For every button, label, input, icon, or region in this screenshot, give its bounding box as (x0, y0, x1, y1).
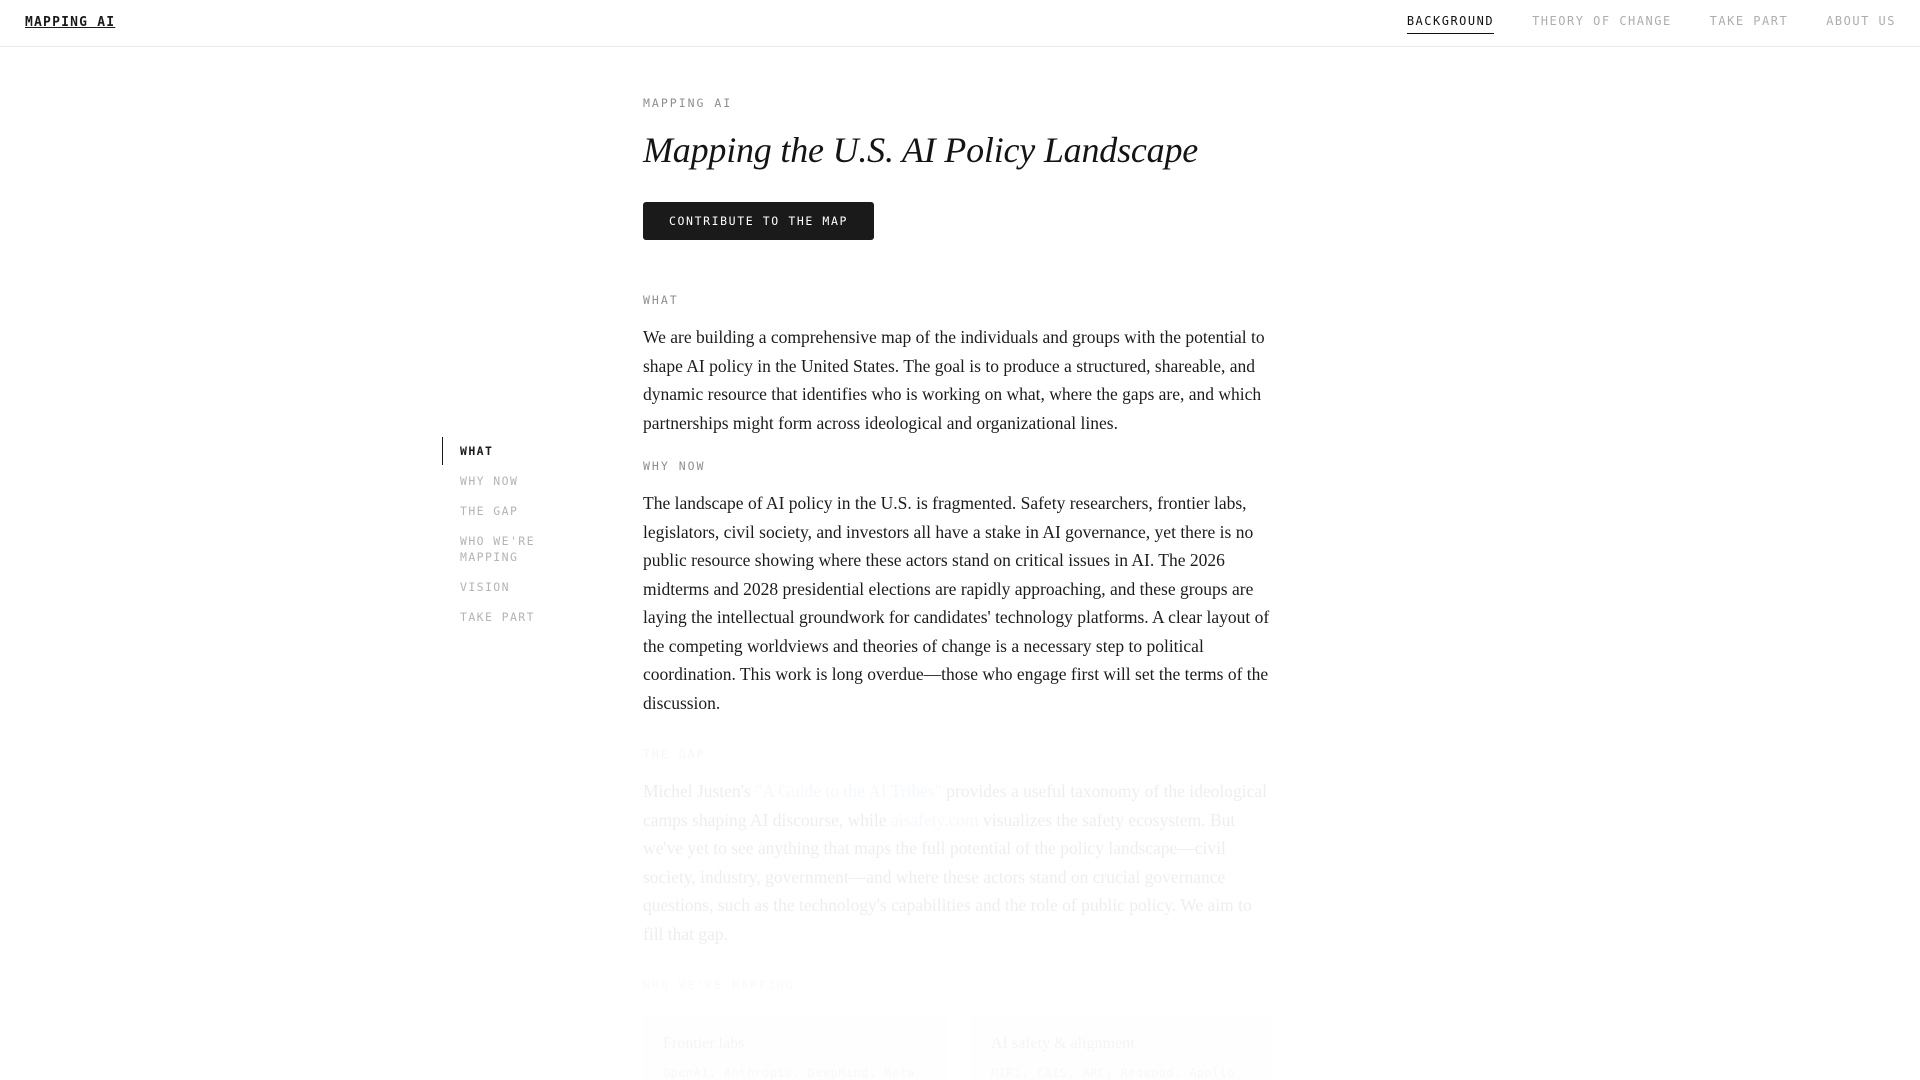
primary-nav (1407, 14, 1896, 34)
link-aisafety-com[interactable]: aisafety.com (890, 809, 979, 830)
section-body-the-gap (643, 777, 1275, 948)
sidebar-item-what[interactable]: WHAT (442, 443, 592, 459)
sidebar-item-vision[interactable]: VISION (460, 580, 510, 594)
section-body-what: We are building a comprehensive map of the individuals and groups with the potential to shape AI policy in the United States. The goal is to produce a structured, shareable, and dynamic resource that identifies who is working on what, where the gaps are, and which partnerships might form across ideological and organizational lines. (643, 327, 1265, 433)
section-the-gap (643, 747, 1275, 948)
card-title (991, 1033, 1255, 1055)
nav-item-about-us[interactable]: ABOUT US (1826, 14, 1896, 28)
section-body-why-now: The landscape of AI policy in the U.S. is fragmented. Safety researchers, frontier labs, legislators, civil society, and investors all have a stake in AI governance, yet there is no public resource showing where these actors stand on critical issues in AI. The 2026 midterms and 2028 presidential elections are rapidly approaching, and these groups are laying the intellectual groundwork for candidates' technology platforms. A clear layout of the competing worldviews and theories of change is a necessary step to political coordination. This work is long overdue—those who engage first will set the terms of the discussion. (643, 493, 1270, 713)
card-items (663, 1064, 927, 1080)
section-why-now (643, 459, 1275, 717)
section-what (643, 293, 1275, 437)
sidebar-item-who-were-mapping[interactable]: WHO WE'RE MAPPING (460, 534, 535, 564)
main-content (643, 0, 1275, 1080)
mapping-cards-grid (643, 1015, 1275, 1080)
the-gap-text-2: provides a useful taxonomy of the ideological camps shaping AI discourse, while (643, 781, 1268, 830)
section-label-who-were-mapping (643, 978, 1275, 992)
brand-logo[interactable]: MAPPING AI (25, 15, 116, 30)
mapping-card-frontier-labs[interactable] (643, 1015, 947, 1080)
card-items (991, 1064, 1255, 1080)
sidebar-item-take-part[interactable]: TAKE PART (460, 610, 535, 624)
the-gap-text-1: Michel Justen's (643, 781, 756, 801)
sidebar-item-the-gap[interactable]: THE GAP (460, 504, 519, 518)
section-label-what: WHAT (643, 293, 679, 307)
card-title (663, 1033, 927, 1055)
contribute-to-the-map-button[interactable]: CONTRIBUTE TO THE MAP (643, 202, 874, 240)
sidebar-item-why-now[interactable]: WHY NOW (460, 474, 519, 488)
page-title: Mapping the U.S. AI Policy Landscape (643, 130, 1199, 170)
link-ai-tribes-guide[interactable]: "A Guide to the AI Tribes" (755, 781, 942, 801)
section-who-were-mapping (643, 978, 1275, 1080)
page-eyebrow: MAPPING AI (643, 96, 733, 110)
nav-item-background[interactable]: BACKGROUND (1407, 14, 1494, 34)
mapping-card-ai-safety-alignment[interactable] (971, 1015, 1275, 1080)
nav-item-theory-of-change[interactable]: THEORY OF CHANGE (1532, 14, 1672, 28)
nav-item-take-part[interactable]: TAKE PART (1709, 14, 1789, 28)
section-sidebar (442, 443, 592, 639)
the-gap-text-3: visualizes the safety ecosystem. But we've yet to see anything that maps the full potential of the policy landscape—civil society, industry, government—and where these actors stand on crucial governance questions, such as the technology's capabilities and the role of public policy. We aim to fill that gap. (643, 809, 1252, 944)
section-label-why-now: WHY NOW (643, 459, 706, 473)
section-label-the-gap: THE GAP (643, 747, 706, 761)
